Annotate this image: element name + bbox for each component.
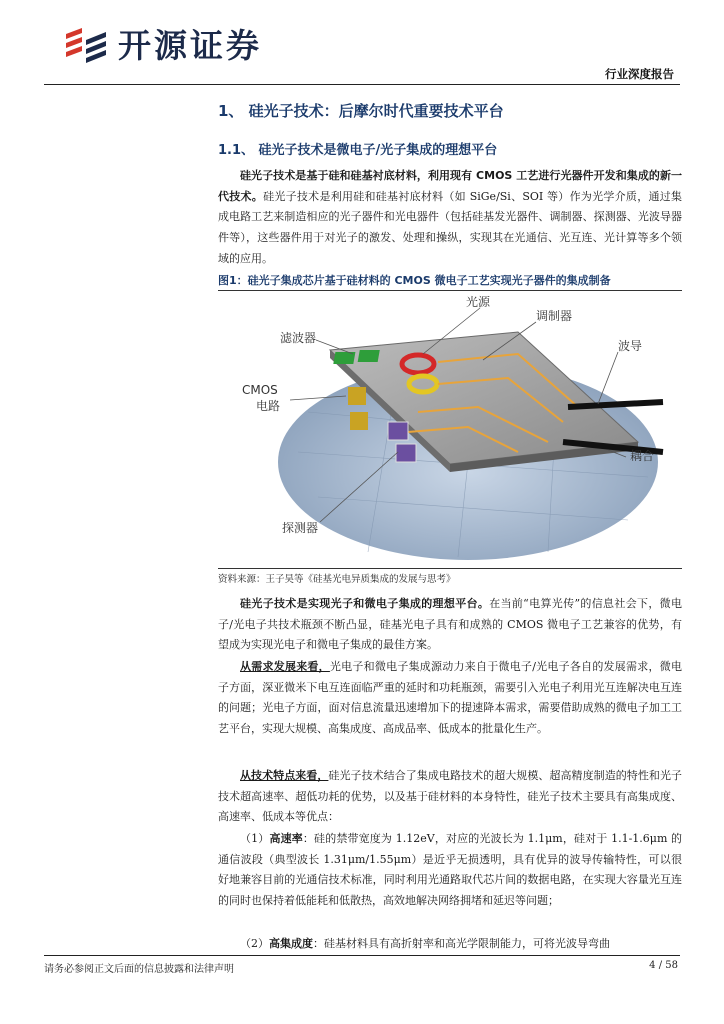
label-cmos-line1: CMOS bbox=[242, 383, 278, 397]
para5-lead: （1） bbox=[240, 832, 270, 845]
intro-paragraph bbox=[218, 166, 682, 270]
paragraph-4 bbox=[218, 766, 682, 828]
paragraph-3 bbox=[218, 657, 682, 740]
paragraph-6 bbox=[218, 934, 682, 955]
para5-bold: 高速率 bbox=[269, 832, 303, 845]
label-modulator: 调制器 bbox=[536, 309, 573, 323]
para4-underline-lead: 从技术特点来看， bbox=[240, 769, 329, 782]
subsection-heading: 1.1、 硅光子技术是微电子/光子集成的理想平台 bbox=[218, 143, 498, 158]
silicon-photonics-chip-illustration bbox=[218, 292, 682, 566]
paragraph-5 bbox=[218, 829, 682, 912]
company-name: 开源证券 bbox=[118, 26, 262, 65]
figure-title: 图1：硅光子集成芯片基于硅材料的 CMOS 微电子工艺实现光子器件的集成制备 bbox=[218, 274, 611, 287]
paragraph-2 bbox=[218, 594, 682, 656]
para5-body: ：硅的禁带宽度为 1.12eV，对应的光波长为 1.1μm，硅对于 1.1-1.6μm 的通信波段（典型波长 1.31μm/1.55μm）是近乎无损透明，具有优异的波导传输特性，可以很好地兼容目前的光通信技术标准，同时利用光通路取代芯片间的数据电路，在实现大容量光互连的同时也保持着低能耗和低散热，高效地解决网络拥堵和延迟等问题； bbox=[218, 832, 683, 908]
para3-body: 光电子和微电子集成源动力来自于微电子/光电子各自的发展需求，微电子方面，深亚微米下电互连面临严重的延时和功耗瓶颈，需要引入光电子利用光互连解决电互连的问题；光电子方面，面对信息流量迅速增加下的提速降本需求，需要借助成熟的微电子加工工艺平台，实现大规模、高集成度、高成品率、低成本的批量化生产。 bbox=[218, 660, 682, 736]
section-heading: 1、 硅光子技术：后摩尔时代重要技术平台 bbox=[218, 102, 504, 120]
para3-underline-lead: 从需求发展来看， bbox=[240, 660, 330, 673]
report-type: 行业深度报告 bbox=[605, 67, 674, 81]
para4-body: 硅光子技术结合了集成电路技术的超大规模、超高精度制造的特性和光子技术超高速率、超低功耗的优势，以及基于硅材料的本身特性，硅光子技术主要具有高集成度、高速率、低成本等优点： bbox=[218, 769, 683, 824]
intro-body: 硅光子技术是利用硅和硅基衬底材料（如 SiGe/Si、SOI 等）作为光学介质，通过集成电路工艺来制造相应的光子器件和光电器件（包括硅基发光器件、调制器、探测器、光波导器件等），这些器件用于对光子的激发、处理和操纵，实现其在光通信、光互连、光计算等多个领域的应用。 bbox=[218, 189, 682, 265]
label-cmos-line2: 电路 bbox=[256, 399, 281, 413]
label-light-source: 光源 bbox=[466, 295, 491, 309]
page-number: 4 / 58 bbox=[649, 960, 678, 971]
figure-source: 资料来源：王子昊等《硅基光电异质集成的发展与思考》 bbox=[218, 574, 456, 585]
para6-body: ：硅基材料具有高折射率和高光学限制能力，可将光波导弯曲 bbox=[313, 937, 610, 950]
figure-bottom-rule bbox=[218, 568, 682, 569]
para6-lead: （2） bbox=[240, 937, 269, 950]
label-coupling: 耦合 bbox=[630, 449, 655, 463]
para2-bold-lead: 硅光子技术是实现光子和微电子集成的理想平台。 bbox=[240, 597, 490, 610]
header-divider bbox=[44, 84, 680, 85]
para6-bold: 高集成度 bbox=[269, 937, 313, 950]
label-filter: 滤波器 bbox=[280, 331, 317, 345]
label-waveguide: 波导 bbox=[618, 339, 643, 353]
footer-divider bbox=[44, 955, 680, 956]
para2-body: 在当前“电算光传”的信息社会下，微电子/光电子共技术瓶颈不断凸显，硅基光电子具有和成熟的 CMOS 微电子工艺兼容的优势，有望成为实现光电子和微电子集成的最佳方案。 bbox=[218, 597, 683, 652]
footer-disclaimer: 请务必参阅正文后面的信息披露和法律声明 bbox=[44, 964, 234, 975]
company-logo-mark bbox=[62, 22, 122, 68]
intro-bold-lead: 硅光子技术是基于硅和硅基衬底材料，利用现有 CMOS 工艺进行光器件开发和集成的新一代技术。 bbox=[218, 169, 682, 203]
figure-top-rule bbox=[218, 290, 682, 291]
label-detector: 探测器 bbox=[282, 521, 319, 535]
